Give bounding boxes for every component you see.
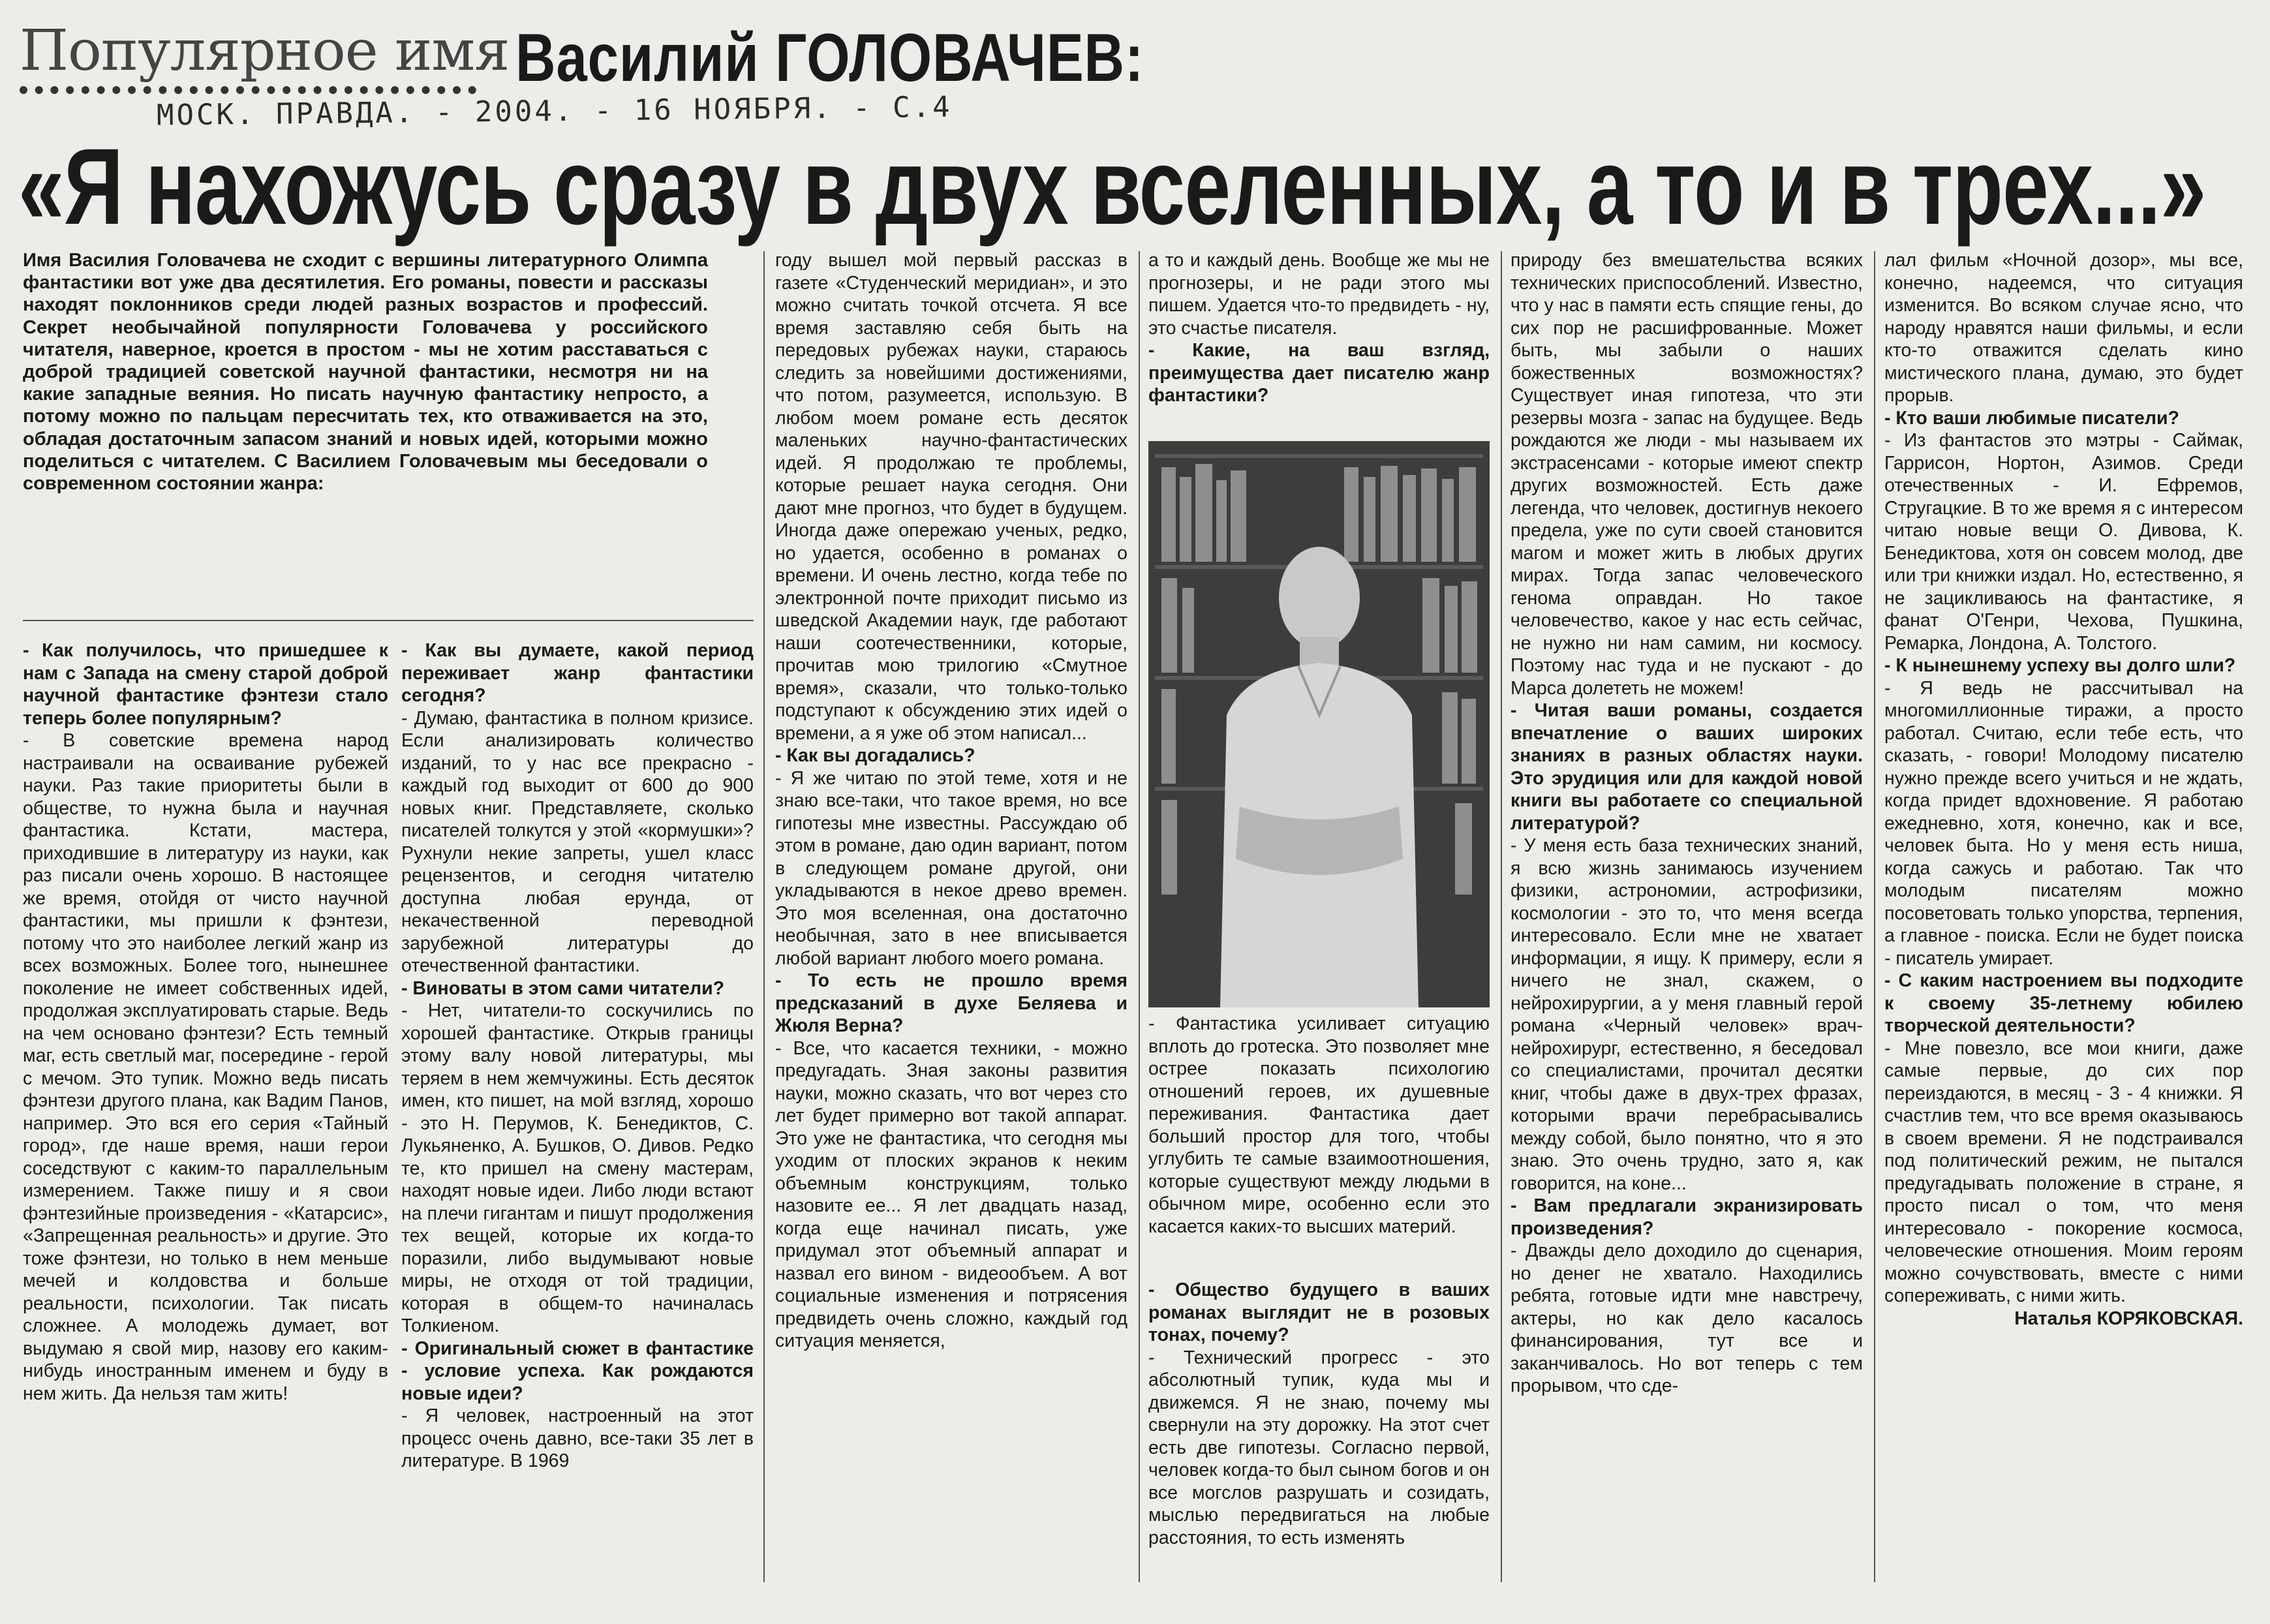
- question: - К нынешнему успеху вы долго шли?: [1884, 655, 2236, 676]
- question: - Кто ваши любимые писатели?: [1884, 407, 2179, 429]
- question: - Вам предлагали экранизировать произведения?: [1511, 1195, 1863, 1239]
- column-4: [1148, 249, 1490, 407]
- question: - Как вы думаете, какой период переживает жанр фантастики сегодня?: [401, 640, 754, 706]
- question: - Какие, на ваш взгляд, преимущества дает писателю жанр фантастики?: [1148, 340, 1490, 406]
- question: - Читая ваши романы, создается впечатление о ваших широких знаниях в разных областях науки. Это эрудиция или для каждой новой книги вы работаете со специальной литературой?: [1511, 700, 1863, 834]
- answer: - Дважды дело доходило до сценария, но денег не хватало. Находились ребята, готовые идти мне навстречу, актеры, но как дело касалось финансирования, тут все и заканчивалось. Но вот теперь с тем прорывом, что сде-: [1511, 1240, 1863, 1396]
- answer: - Из фантастов это мэтры - Саймак, Гаррисон, Нортон, Азимов. Среди отечественных - И. Ефремов, Стругацкие. В то же время я с интересом читаю новые вещи О. Дивова, К. Бенедиктова, хотя он совсем молод, две или три книжки издал. Но, естественно, я не зацикливаюсь на фантастике, я фанат О'Генри, Чехова, Пушкина, Ремарка, Лондона, А. Толстого.: [1884, 430, 2243, 654]
- author-name: Василий ГОЛОВАЧЕВ:: [515, 20, 1144, 96]
- column-6: [1884, 249, 2243, 1330]
- question: - То есть не прошло время предсказаний в духе Беляева и Жюля Верна?: [775, 970, 1127, 1036]
- column-rule: [1139, 251, 1140, 1582]
- column-rule: [1874, 251, 1875, 1582]
- answer: - Мне повезло, все мои книги, даже самые первые, до сих пор переиздаются, в месяц - 3 - 4 книжки. Я счастлив тем, что все время оказываюсь в своем времени. Я не подстраивался под политический режим, не пытался предугадывать положение в стране, я просто писал о том, что меня интересовало - покорение космоса, человеческие отношения. Моим героям можно сочувствовать, вместе с ними сопереживать, с ними жить.: [1884, 1037, 2243, 1306]
- answer: - Нет, читатели-то соскучились по хорошей фантастике. Открыв границы этому валу новой литературы, мы теряем в нем жемчужины. Есть десяток имен, кто пишет, на мой взгляд, хорошо - это Н. Перумов, К. Бенедиктов, С. Лукьяненко, А. Бушков, О. Дивов. Редко те, кто пришел на смену мастерам, находят новые идеи. Либо люди встают на плечи гигантам и пишут продолжения тех вещей, которые их когда-то поразили, либо выдумывают новые миры, не отходя от той традиции, которая в общем-то начиналась Толкиеном.: [401, 1000, 754, 1336]
- signature: [1884, 1308, 2243, 1330]
- author-photo: [1148, 441, 1490, 1007]
- lead-paragraph: Имя Василия Головачева не сходит с вершины литературного Олимпа фантастики вот уже два десятилетия. Его романы, повести и рассказы находят поклонников среди людей разных возрастов и профессий. Секрет необычайной популярности Головачева у российского читателя, наверное, кроется в простом - мы не хотим расставаться с доброй традицией советской научной фантастики, несмотря ни на какие западные веяния. Но писать научную фантастику непросто, а потому можно по пальцам пересчитать тех, кто отваживается на это, обладая достаточным запасом знаний и новых идей, которыми можно поделиться с читателем. С Василием Головачевым мы беседовали о современном состоянии жанра:: [23, 250, 708, 495]
- photo-caption: - Фантастика усиливает ситуацию вплоть до гротеска. Это позволяет мне острее показать психологию отношений героев, их душевные переживания. Фантастика дает больший простор для того, чтобы углубить те самые взаимоотношения, которые существуют между людьми в обычном мире, особенно если это касается каких-то высших материй.: [1148, 1013, 1490, 1237]
- portrait-image: [1148, 441, 1490, 1007]
- rubric-dotted-rule: [20, 86, 476, 94]
- column-rule: [1501, 251, 1502, 1582]
- question: - Оригинальный сюжет в фантастике - условие успеха. Как рождаются новые идеи?: [401, 1338, 754, 1404]
- column-5: [1511, 249, 1863, 1398]
- answer: природу без вмешательства всяких технических приспособлений. Известно, что у нас в памяти есть спящие гены, до сих пор не расшифрованные. Может быть, мы забыли о наших божественных возможностях? Существует иная гипотеза, что эти резервы мозга - запас на будущее. Ведь рождаются же люди - мы называем их экстрасенсами - которые имеют спектр других возможностей. Есть даже легенда, что человек, достигнув некоего предела, уже по сути своей становится магом и может жить в любых других мирах. Тогда запас человеческого генома оправдан. Но такое человечество, какое у нас есть сейчас, не нужно ни нам самим, ни космосу. Поэтому нас туда и не пускают - до Марса долететь не можем!: [1511, 250, 1863, 699]
- answer: - У меня есть база технических знаний, я всю жизнь занимаюсь изучением физики, астрономии, астрофизики, космологии - это то, что меня всегда интересовало. Если мне не хватает информации, я ищу. К примеру, если я ничего не знал, скажем, о нейрохирургии, а у меня главный герой романа «Черный человек» врач-нейрохирург, естественно, я беседовал со специалистами, прочитал десятки книг, чтобы даже в двух-трех фразах, которыми врачи перебрасывались между собой, было понятно, что я это знаю. Это очень трудно, зато я, как говорится, на коне...: [1511, 835, 1863, 1194]
- answer: - Думаю, фантастика в полном кризисе. Если анализировать количество изданий, то у нас все прекрасно - каждый год выходит от 600 до 900 новых книг. Представляете, сколько писателей толкутся у этой «кормушки»? Рухнули некие запреты, ушел класс рецензентов, и сегодня читателю доступна любая ерунда, от некачественной переводной зарубежной литературы до отечественной фантастики.: [401, 707, 754, 976]
- column-1: [23, 639, 388, 1405]
- question: - Как вы догадались?: [775, 745, 975, 766]
- divider: [23, 620, 754, 621]
- answer: а то и каждый день. Вообще же мы не прогнозеры, и не ради этого мы пишем. Удается что-то предвидеть - ну, это счастье писателя.: [1148, 250, 1490, 339]
- column-3: [775, 249, 1127, 1353]
- answer: - Все, что касается техники, - можно предугадать. Зная законы развития науки, можно сказать, что вот через сто лет будет примерно вот такой аппарат. Это уже не фантастика, что сегодня мы уходим от плоских экранов к неким объемным конструкциям, только назовите ее... Я лет двадцать назад, когда еще начинал писать, уже придумал этот объемный аппарат и назвал его вином - видеообъем. А вот социальные изменения и потрясения предвидеть очень сложно, каждый год ситуация меняется,: [775, 1037, 1127, 1351]
- answer: году вышел мой первый рассказ в газете «Студенческий меридиан», и это можно считать точкой отсчета. Я все время заставляю себя быть на передовых рубежах науки, стараюсь следить за новейшими достижениями, что потом, разумеется, использую. В любом моем романе есть десяток маленьких научно-фантастических идей. Я продолжаю те проблемы, которые решает наука сегодня. Они дают мне прогноз, что будет в будущем. Иногда даже опережаю ученых, редко, но удается, особенно в романах о времени. И очень лестно, когда тебе по электронной почте приходит письмо из шведской Академии наук, где работают наши соотечественники, которые, прочитав мою трилогию «Смутное время», сказали, что только-только подступают к обсуждению этих идей о времени, а я уже об этом написал...: [775, 250, 1127, 744]
- signature-last-name: КОРЯКОВСКАЯ.: [2096, 1308, 2243, 1329]
- column-rule: [763, 251, 765, 1582]
- rubric-label: Популярное имя: [20, 18, 510, 84]
- question: - Виноваты в этом сами читатели?: [401, 977, 725, 999]
- question: - Как получилось, что пришедшее к нам с Запада на смену старой доброй научной фантастике фэнтези стало теперь более популярным?: [23, 640, 388, 729]
- answer: - Я человек, настроенный на этот процесс очень давно, все-таки 35 лет в литературе. В 1969: [401, 1405, 754, 1471]
- answer: - Я ведь не рассчитывал на многомиллионные тиражи, а просто работал. Считаю, если тебе есть, что сказать, - говори! Молодому писателю нужно прежде всего учиться и не ждать, когда придет вдохновение. Я работаю ежедневно, хотя, конечно, как и все, человек быта. Но у меня есть ниша, когда сажусь и работаю. Так что молодым писателям можно посоветовать только упорства, терпения, а главное - поиска. Если не будет поиска - писатель умирает.: [1884, 677, 2243, 969]
- headline: «Я нахожусь сразу в двух вселенных, а то и в трех...»: [18, 127, 2206, 247]
- answer: лал фильм «Ночной дозор», мы все, конечно, надеемся, что ситуация изменится. Во всяком случае ясно, что народу нравятся наши фильмы, и если кто-то отважится сделать кино мистического плана, думаю, это будет прорыв.: [1884, 250, 2243, 406]
- question: - С каким настроением вы подходите к своему 35-летнему юбилею творческой деятельности?: [1884, 970, 2243, 1036]
- column-4-bottom: [1148, 1279, 1490, 1549]
- signature-first-name: Наталья: [2014, 1308, 2092, 1329]
- lead-block: [23, 249, 708, 495]
- answer: - Я же читаю по этой теме, хотя и не знаю все-таки, что такое время, но все гипотезы мне известны. Рассуждаю об этом в романе, даю один вариант, потом в следующем романе другой, они укладываются в некое древо времен. Это моя вселенная, она достаточно необычная, зато в нее вписывается любой вариант любого моего романа.: [775, 767, 1127, 969]
- question: - Общество будущего в ваших романах выглядит не в розовых тонах, почему?: [1148, 1279, 1490, 1345]
- answer: - В советские времена народ настраивали на осваивание рубежей науки. Раз такие приоритеты были в обществе, то нужна была и научная фантастика. Кстати, мастера, приходившие в литературу из науки, как раз писали очень хорошо. В настоящее же время, отойдя от чисто научной фантастики, мы пришли к фэнтези, потому что это наиболее легкий жанр из всех возможных. Более того, нынешнее поколение не имеет собственных идей, продолжая эксплуатировать старые. Ведь на чем основано фэнтези? Есть темный маг, есть светлый маг, посередине - герой с мечом. Это тупик. Можно ведь писать фэнтези другого плана, как Вадим Панов, например. Это вся его серия «Тайный город», где наше время, наши герои соседствуют с каким-то параллельным измерением. Также пишу и я свои фэнтезийные произведения - «Катарсис», «Запрещенная реальность» и другие. Это тоже фэнтези, но только в нем меньше мечей и колдовства и больше реальности, психологии. Так писать сложнее. А молодежь думает, вот выдумаю я свой мир, назову его каким-нибудь иностранным именем и буду в нем жить. Да нельзя там жить!: [23, 730, 388, 1404]
- answer: - Технический прогресс - это абсолютный тупик, куда мы и движемся. Я не знаю, почему мы свернули на эту дорожку. На этот счет есть две гипотезы. Согласно первой, человек когда-то был сыном богов и он все могслов разрушать и созидать, мыслью передвигаться на любые расстояния, то есть изменять: [1148, 1347, 1490, 1548]
- handwritten-note: МОСК. ПРАВДА. - 2004. - 16 НОЯБРЯ. - С.4: [156, 90, 953, 132]
- column-2: [401, 639, 754, 1473]
